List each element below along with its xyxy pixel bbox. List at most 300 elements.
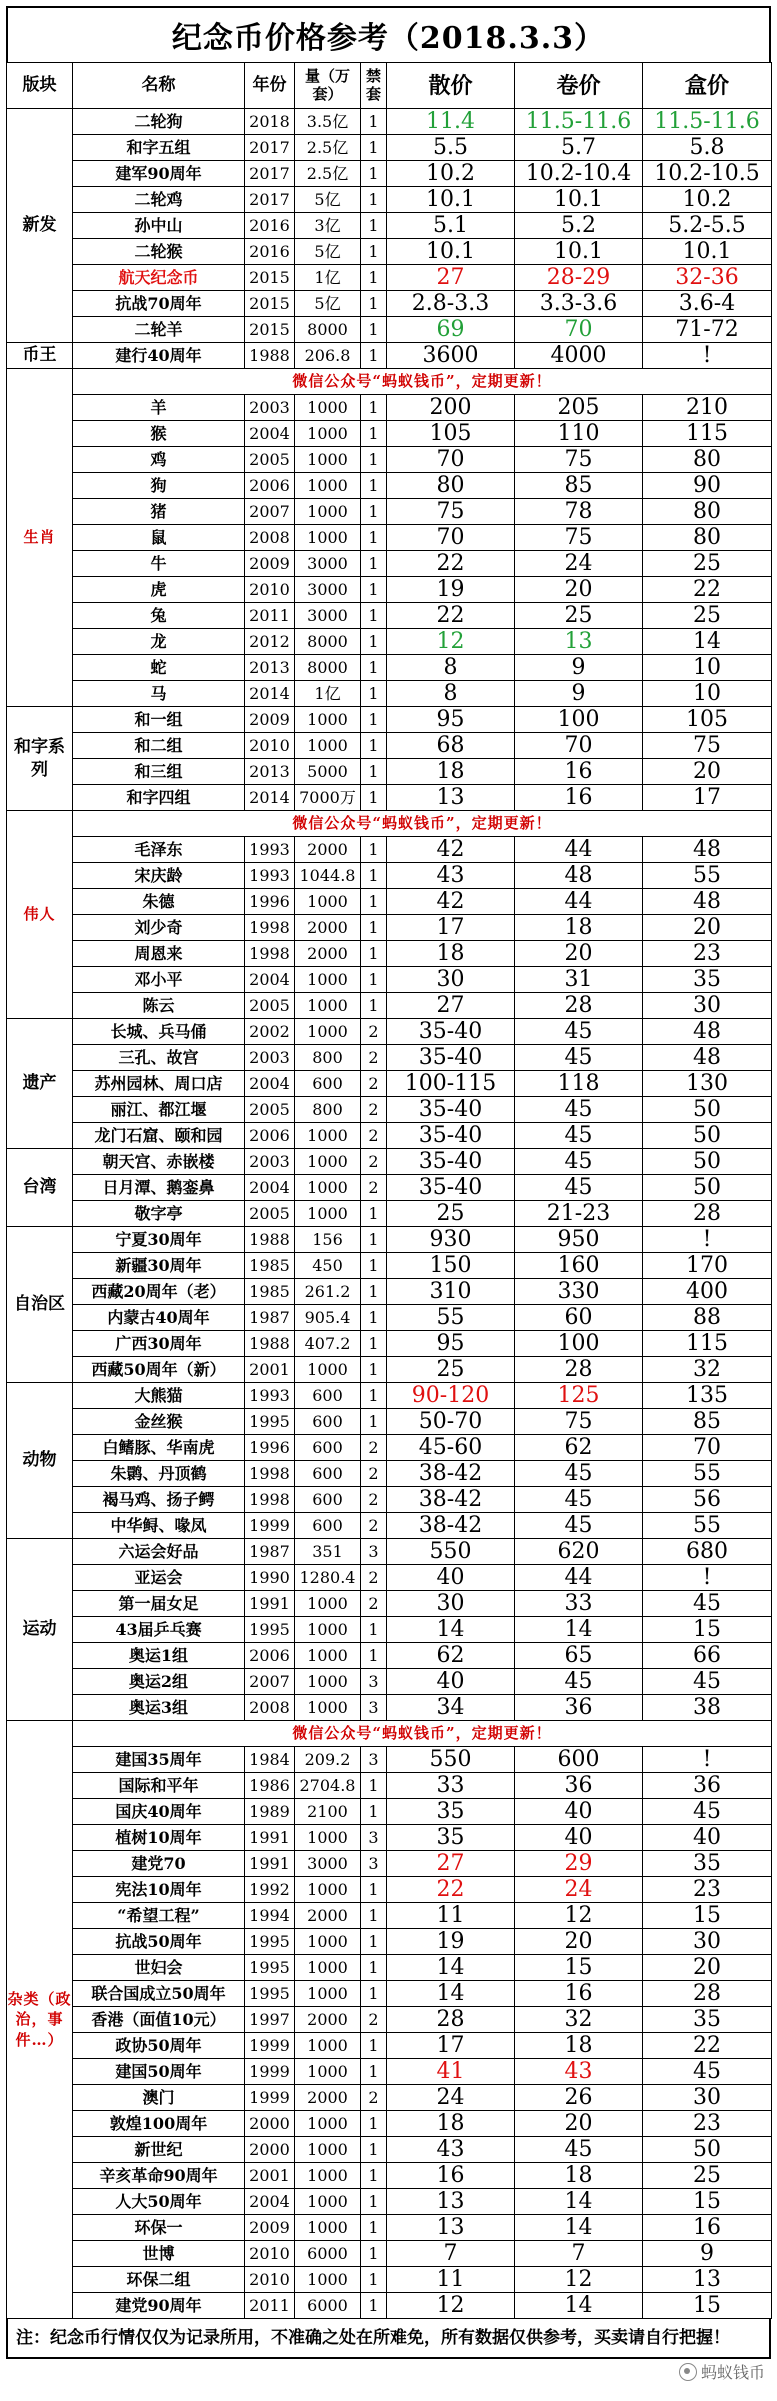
roll-price: 33 (515, 1591, 643, 1617)
table-row (7, 1149, 772, 1175)
box-price: 80 (643, 525, 772, 551)
box-price: 50 (643, 1175, 772, 1201)
restriction-count: 1 (361, 1253, 387, 1279)
coin-name: 新世纪 (73, 2137, 245, 2163)
coin-year: 1995 (245, 1409, 295, 1435)
roll-price: 16 (515, 759, 643, 785)
table-row (7, 1435, 772, 1461)
coin-year: 2004 (245, 1071, 295, 1097)
roll-price: 20 (515, 577, 643, 603)
restriction-count: 1 (361, 1201, 387, 1227)
restriction-count: 1 (361, 1929, 387, 1955)
single-price: 38-42 (387, 1487, 515, 1513)
roll-price: 40 (515, 1825, 643, 1851)
coin-name: 苏州园林、周口店 (73, 1071, 245, 1097)
coin-quantity: 407.2 (295, 1331, 361, 1357)
single-price: 38-42 (387, 1513, 515, 1539)
single-price: 41 (387, 2059, 515, 2085)
coin-year: 2004 (245, 1175, 295, 1201)
box-price: 15 (643, 2293, 772, 2319)
restriction-count: 2 (361, 1123, 387, 1149)
restriction-count: 2 (361, 1175, 387, 1201)
box-price: 80 (643, 447, 772, 473)
header-section: 版块 (7, 63, 73, 109)
header-roll-price: 卷价 (515, 63, 643, 109)
section-label: 币王 (7, 343, 73, 369)
roll-price: 45 (515, 1175, 643, 1201)
table-row (7, 1071, 772, 1097)
coin-quantity: 1000 (295, 421, 361, 447)
coin-quantity: 1亿 (295, 265, 361, 291)
watermark-text: 蚂蚁钱币 (700, 2363, 765, 2382)
table-row (7, 2267, 772, 2293)
coin-year: 2016 (245, 239, 295, 265)
coin-year: 1990 (245, 1565, 295, 1591)
single-price: 8 (387, 681, 515, 707)
table-row (7, 2163, 772, 2189)
box-price: 32 (643, 1357, 772, 1383)
coin-name: 和字四组 (73, 785, 245, 811)
single-price: 550 (387, 1747, 515, 1773)
coin-year: 1993 (245, 863, 295, 889)
restriction-count: 1 (361, 291, 387, 317)
box-price: 38 (643, 1695, 772, 1721)
single-price: 2.8-3.3 (387, 291, 515, 317)
restriction-count: 1 (361, 421, 387, 447)
coin-quantity: 1000 (295, 2033, 361, 2059)
single-price: 75 (387, 499, 515, 525)
single-price: 13 (387, 785, 515, 811)
coin-year: 2003 (245, 1045, 295, 1071)
roll-price: 125 (515, 1383, 643, 1409)
restriction-count: 1 (361, 265, 387, 291)
table-row (7, 1929, 772, 1955)
table-row (7, 915, 772, 941)
restriction-count: 1 (361, 733, 387, 759)
box-price: 48 (643, 837, 772, 863)
table-row (7, 1305, 772, 1331)
coin-quantity: 600 (295, 1383, 361, 1409)
table-row (7, 759, 772, 785)
table-row (7, 2111, 772, 2137)
coin-year: 2004 (245, 2189, 295, 2215)
restriction-count: 2 (361, 1097, 387, 1123)
restriction-count: 1 (361, 2163, 387, 2189)
roll-price: 60 (515, 1305, 643, 1331)
coin-name: 联合国成立50周年 (73, 1981, 245, 2007)
single-price: 40 (387, 1565, 515, 1591)
table-row (7, 2293, 772, 2319)
box-price: 75 (643, 733, 772, 759)
coin-year: 2005 (245, 1201, 295, 1227)
coin-quantity: 2000 (295, 915, 361, 941)
roll-price: 11.5-11.6 (515, 109, 643, 135)
coin-quantity: 1000 (295, 993, 361, 1019)
coin-year: 1999 (245, 2085, 295, 2111)
coin-name: 国庆40周年 (73, 1799, 245, 1825)
table-row (7, 2215, 772, 2241)
box-price: ! (643, 1565, 772, 1591)
coin-year: 1988 (245, 1227, 295, 1253)
roll-price: 78 (515, 499, 643, 525)
single-price: 35-40 (387, 1123, 515, 1149)
coin-name: 龙 (73, 629, 245, 655)
table-row (7, 1513, 772, 1539)
restriction-count: 1 (361, 941, 387, 967)
table-row (7, 967, 772, 993)
box-price: 15 (643, 2189, 772, 2215)
box-price: 22 (643, 2033, 772, 2059)
section-label: 和字系列 (7, 707, 73, 811)
box-price: 30 (643, 993, 772, 1019)
single-price: 80 (387, 473, 515, 499)
single-price: 310 (387, 1279, 515, 1305)
coin-quantity: 1000 (295, 889, 361, 915)
single-price: 70 (387, 447, 515, 473)
coin-quantity: 8000 (295, 629, 361, 655)
coin-name: 金丝猴 (73, 1409, 245, 1435)
coin-name: 日月潭、鹅銮鼻 (73, 1175, 245, 1201)
coin-year: 1998 (245, 915, 295, 941)
coin-quantity: 1000 (295, 1149, 361, 1175)
header-year: 年份 (245, 63, 295, 109)
coin-quantity: 600 (295, 1461, 361, 1487)
roll-price: 62 (515, 1435, 643, 1461)
price-table-body (7, 109, 772, 2319)
restriction-count: 1 (361, 395, 387, 421)
coin-year: 2006 (245, 1123, 295, 1149)
section-label: 运动 (7, 1539, 73, 1721)
table-row (7, 2085, 772, 2111)
roll-price: 45 (515, 2137, 643, 2163)
single-price: 28 (387, 2007, 515, 2033)
single-price: 14 (387, 1981, 515, 2007)
roll-price: 12 (515, 1903, 643, 1929)
section-label: 自治区 (7, 1227, 73, 1383)
coin-quantity: 1000 (295, 2189, 361, 2215)
single-price: 34 (387, 1695, 515, 1721)
box-price: 23 (643, 941, 772, 967)
table-row (7, 1409, 772, 1435)
single-price: 10.1 (387, 239, 515, 265)
table-row (7, 2033, 772, 2059)
coin-name: 兔 (73, 603, 245, 629)
coin-quantity: 3亿 (295, 213, 361, 239)
coin-name: 孙中山 (73, 213, 245, 239)
coin-name: 抗战50周年 (73, 1929, 245, 1955)
single-price: 35-40 (387, 1019, 515, 1045)
box-price: 55 (643, 863, 772, 889)
box-price: 28 (643, 1981, 772, 2007)
coin-quantity: 1000 (295, 1617, 361, 1643)
single-price: 69 (387, 317, 515, 343)
coin-name: 宁夏30周年 (73, 1227, 245, 1253)
roll-price: 44 (515, 1565, 643, 1591)
coin-name: 广西30周年 (73, 1331, 245, 1357)
box-price: 10.2 (643, 187, 772, 213)
box-price: 45 (643, 1591, 772, 1617)
coin-year: 2004 (245, 421, 295, 447)
roll-price: 45 (515, 1461, 643, 1487)
coin-name: 二轮羊 (73, 317, 245, 343)
restriction-count: 2 (361, 1565, 387, 1591)
roll-price: 7 (515, 2241, 643, 2267)
price-table (6, 62, 772, 2319)
price-sheet (6, 6, 771, 2359)
box-price: ! (643, 1747, 772, 1773)
table-row (7, 629, 772, 655)
coin-quantity: 1000 (295, 1123, 361, 1149)
coin-name: 鼠 (73, 525, 245, 551)
box-price: 115 (643, 1331, 772, 1357)
coin-name: 西藏20周年（老） (73, 1279, 245, 1305)
coin-year: 2017 (245, 135, 295, 161)
restriction-count: 1 (361, 343, 387, 369)
coin-quantity: 1000 (295, 1877, 361, 1903)
coin-name: 建军90周年 (73, 161, 245, 187)
coin-name: 六运会好品 (73, 1539, 245, 1565)
single-price: 105 (387, 421, 515, 447)
coin-quantity: 1000 (295, 1981, 361, 2007)
coin-quantity: 2704.8 (295, 1773, 361, 1799)
box-price: 13 (643, 2267, 772, 2293)
restriction-count: 1 (361, 655, 387, 681)
roll-price: 14 (515, 1617, 643, 1643)
roll-price: 14 (515, 2215, 643, 2241)
table-row (7, 2189, 772, 2215)
single-price: 5.5 (387, 135, 515, 161)
roll-price: 26 (515, 2085, 643, 2111)
table-row (7, 1877, 772, 1903)
coin-name: 第一届女足 (73, 1591, 245, 1617)
single-price: 12 (387, 629, 515, 655)
coin-year: 2005 (245, 447, 295, 473)
coin-name: 猴 (73, 421, 245, 447)
coin-quantity: 1000 (295, 1825, 361, 1851)
restriction-count: 1 (361, 681, 387, 707)
table-row (7, 239, 772, 265)
restriction-count: 1 (361, 135, 387, 161)
coin-name: 褐马鸡、扬子鳄 (73, 1487, 245, 1513)
coin-year: 2017 (245, 161, 295, 187)
table-row (7, 1331, 772, 1357)
box-price: 50 (643, 1149, 772, 1175)
coin-name: 和字五组 (73, 135, 245, 161)
restriction-count: 1 (361, 577, 387, 603)
restriction-count: 1 (361, 551, 387, 577)
restriction-count: 1 (361, 317, 387, 343)
table-row (7, 1773, 772, 1799)
coin-quantity: 6000 (295, 2293, 361, 2319)
box-price: 48 (643, 889, 772, 915)
table-row (7, 135, 772, 161)
coin-name: 建党70 (73, 1851, 245, 1877)
coin-year: 2010 (245, 733, 295, 759)
coin-name: 蛇 (73, 655, 245, 681)
table-row (7, 1695, 772, 1721)
coin-year: 2001 (245, 2163, 295, 2189)
restriction-count: 3 (361, 1825, 387, 1851)
restriction-count: 1 (361, 993, 387, 1019)
header-restriction: 禁套 (361, 63, 387, 109)
single-price: 30 (387, 967, 515, 993)
coin-name: 澳门 (73, 2085, 245, 2111)
coin-year: 1999 (245, 2059, 295, 2085)
coin-name: 人大50周年 (73, 2189, 245, 2215)
coin-year: 2010 (245, 2267, 295, 2293)
single-price: 18 (387, 941, 515, 967)
table-row (7, 291, 772, 317)
coin-quantity: 261.2 (295, 1279, 361, 1305)
roll-price: 43 (515, 2059, 643, 2085)
single-price: 5.1 (387, 213, 515, 239)
coin-quantity: 2100 (295, 1799, 361, 1825)
coin-year: 1987 (245, 1539, 295, 1565)
coin-name: 毛泽东 (73, 837, 245, 863)
restriction-count: 1 (361, 525, 387, 551)
table-row (7, 1019, 772, 1045)
table-row (7, 655, 772, 681)
section-label: 伟人 (7, 811, 73, 1019)
roll-price: 16 (515, 785, 643, 811)
coin-name: 周恩来 (73, 941, 245, 967)
box-price: 36 (643, 1773, 772, 1799)
coin-quantity: 1000 (295, 2215, 361, 2241)
single-price: 40 (387, 1669, 515, 1695)
coin-year: 2015 (245, 317, 295, 343)
single-price: 30 (387, 1591, 515, 1617)
box-price: 15 (643, 1617, 772, 1643)
roll-price: 205 (515, 395, 643, 421)
single-price: 35-40 (387, 1045, 515, 1071)
box-price: 680 (643, 1539, 772, 1565)
single-price: 42 (387, 837, 515, 863)
coin-year: 1997 (245, 2007, 295, 2033)
restriction-count: 1 (361, 187, 387, 213)
coin-year: 1993 (245, 1383, 295, 1409)
single-price: 11 (387, 2267, 515, 2293)
coin-name: 香港（面值10元） (73, 2007, 245, 2033)
roll-price: 9 (515, 681, 643, 707)
coin-year: 2008 (245, 525, 295, 551)
coin-name: 虎 (73, 577, 245, 603)
roll-price: 16 (515, 1981, 643, 2007)
coin-quantity: 1000 (295, 1175, 361, 1201)
coin-year: 2012 (245, 629, 295, 655)
coin-name: 宋庆龄 (73, 863, 245, 889)
coin-year: 1995 (245, 1981, 295, 2007)
single-price: 18 (387, 2111, 515, 2137)
coin-quantity: 2.5亿 (295, 135, 361, 161)
table-row (7, 2059, 772, 2085)
coin-name: 建国50周年 (73, 2059, 245, 2085)
box-price: 32-36 (643, 265, 772, 291)
restriction-count: 1 (361, 629, 387, 655)
table-row (7, 1045, 772, 1071)
table-row (7, 161, 772, 187)
notice-row (7, 811, 772, 837)
coin-year: 1992 (245, 1877, 295, 1903)
box-price: 20 (643, 759, 772, 785)
single-price: 550 (387, 1539, 515, 1565)
coin-quantity: 1000 (295, 499, 361, 525)
coin-name: 建国35周年 (73, 1747, 245, 1773)
restriction-count: 1 (361, 447, 387, 473)
coin-year: 1989 (245, 1799, 295, 1825)
wechat-icon (679, 2363, 697, 2381)
coin-quantity: 600 (295, 1487, 361, 1513)
roll-price: 18 (515, 2033, 643, 2059)
box-price: 22 (643, 577, 772, 603)
table-row (7, 499, 772, 525)
roll-price: 24 (515, 1877, 643, 1903)
restriction-count: 1 (361, 863, 387, 889)
single-price: 14 (387, 1617, 515, 1643)
box-price: 10.1 (643, 239, 772, 265)
coin-quantity: 3000 (295, 1851, 361, 1877)
section-label: 杂类（政治，事件…） (7, 1721, 73, 2319)
single-price: 17 (387, 915, 515, 941)
coin-year: 2003 (245, 1149, 295, 1175)
table-row (7, 1539, 772, 1565)
roll-price: 28-29 (515, 265, 643, 291)
coin-name: 奥运3组 (73, 1695, 245, 1721)
restriction-count: 1 (361, 2033, 387, 2059)
coin-name: 辛亥革命90周年 (73, 2163, 245, 2189)
single-price: 13 (387, 2189, 515, 2215)
box-price: 35 (643, 2007, 772, 2033)
roll-price: 44 (515, 837, 643, 863)
coin-year: 1993 (245, 837, 295, 863)
box-price: 35 (643, 1851, 772, 1877)
table-row (7, 1851, 772, 1877)
coin-year: 2010 (245, 2241, 295, 2267)
box-price: 30 (643, 1929, 772, 1955)
restriction-count: 1 (361, 603, 387, 629)
footnote: 注：纪念币行情仅仅为记录所用，不准确之处在所难免，所有数据仅供参考，买卖请自行把握！ (6, 2319, 771, 2359)
restriction-count: 1 (361, 239, 387, 265)
watermark (679, 2360, 765, 2383)
box-price: 45 (643, 1799, 772, 1825)
coin-quantity: 1000 (295, 525, 361, 551)
coin-quantity: 2000 (295, 2007, 361, 2033)
coin-year: 1998 (245, 1487, 295, 1513)
table-row (7, 1617, 772, 1643)
table-row (7, 473, 772, 499)
single-price: 22 (387, 551, 515, 577)
roll-price: 45 (515, 1097, 643, 1123)
table-row (7, 1175, 772, 1201)
box-price: 70 (643, 1435, 772, 1461)
single-price: 11.4 (387, 109, 515, 135)
box-price: 80 (643, 499, 772, 525)
roll-price: 36 (515, 1695, 643, 1721)
coin-quantity: 600 (295, 1513, 361, 1539)
restriction-count: 1 (361, 1773, 387, 1799)
coin-name: 长城、兵马俑 (73, 1019, 245, 1045)
coin-quantity: 1000 (295, 2163, 361, 2189)
coin-name: 牛 (73, 551, 245, 577)
table-row (7, 733, 772, 759)
box-price: 135 (643, 1383, 772, 1409)
single-price: 95 (387, 1331, 515, 1357)
roll-price: 25 (515, 603, 643, 629)
coin-name: 狗 (73, 473, 245, 499)
coin-quantity: 206.8 (295, 343, 361, 369)
single-price: 150 (387, 1253, 515, 1279)
coin-quantity: 5亿 (295, 187, 361, 213)
single-price: 90-120 (387, 1383, 515, 1409)
